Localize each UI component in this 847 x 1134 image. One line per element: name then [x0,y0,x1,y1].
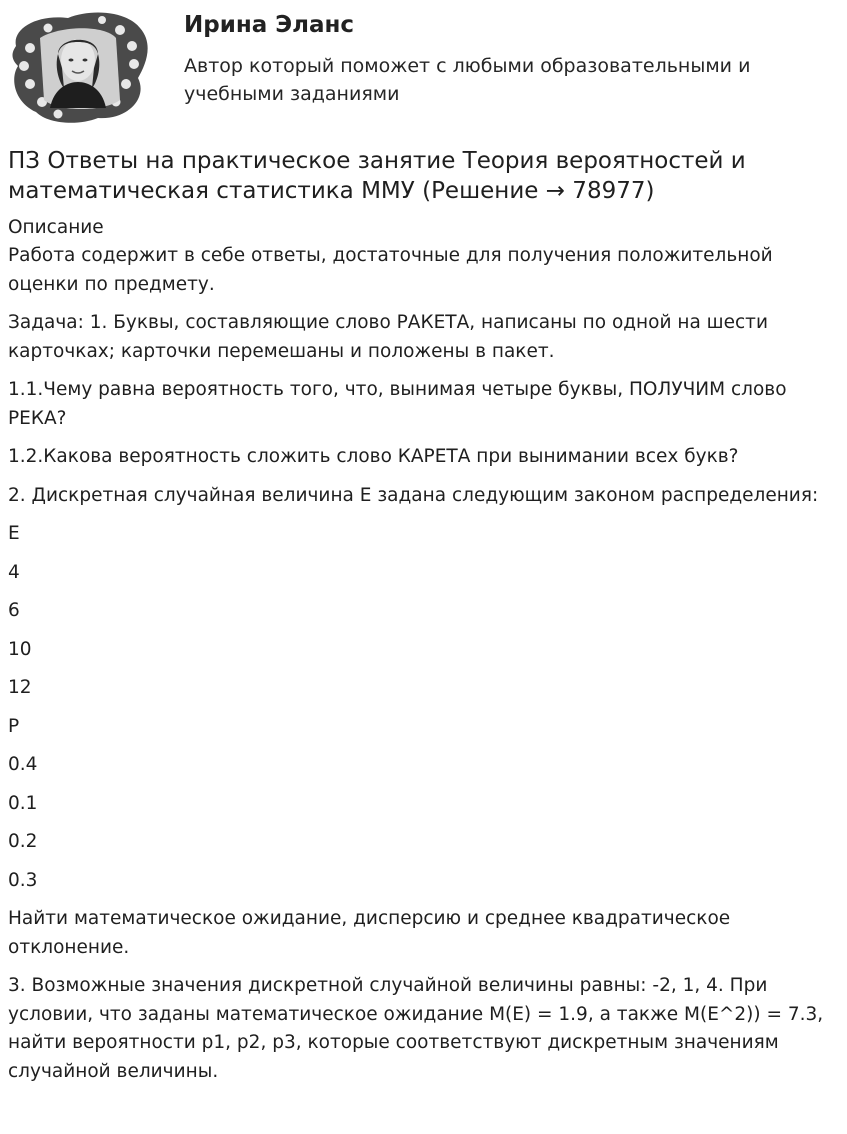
distribution-e-value: 10 [8,638,32,660]
description-label: Описание [8,217,104,238]
distribution-e-value: 4 [8,561,20,583]
distribution-table [8,520,828,895]
distribution-p-value: 0.1 [8,792,38,814]
distribution-p-value: 0.4 [8,754,38,775]
author-avatar[interactable] [8,8,150,126]
avatar-film-frame-image [8,8,150,126]
distribution-e-label: Е [8,523,20,544]
distribution-p-value: 0.3 [8,869,38,891]
question-3: 3. Возможные значения дискретной случайной величины равны: -2, 1, 4. При условии, что заданы математическое ожидание М(Е) = 1.9, а также М(Е^2)) = 7.3, найти вероятности р1, р2, р3, которые соответствуют дискретным значениям случайной величины. [8,975,824,1082]
question-2: 2. Дискретная случайная величина Е задана следующим законом распределения: [8,484,819,506]
page-title: ПЗ Ответы на практическое занятие Теория вероятностей и математическая статистика ММУ (Решение → 78977) [8,148,746,204]
document-content [8,146,828,1096]
distribution-p-label: Р [8,715,20,737]
author-name[interactable]: Ирина Эланс [184,12,355,38]
author-card [8,8,838,126]
distribution-p-value: 0.2 [8,831,38,852]
question-2-task: Найти математическое ожидание, дисперсию и среднее квадратическое отклонение. [8,908,731,958]
distribution-e-value: 12 [8,677,32,698]
author-description: Автор который поможет с любыми образовательными и учебными заданиями [184,55,751,105]
description-text: Работа содержит в себе ответы, достаточные для получения положительной оценки по предмету. [8,245,773,295]
distribution-e-value: 6 [8,600,20,621]
task-intro: Задача: 1. Буквы, составляющие слово РАКЕТА, написаны по одной на шести карточках; карточки перемешаны и положены в пакет. [8,312,768,362]
question-1-2: 1.2.Какова вероятность сложить слово КАРЕТА при вынимании всех букв? [8,446,739,467]
question-1-1: 1.1.Чему равна вероятность того, что, вынимая четыре буквы, ПОЛУЧИМ слово РЕКА? [8,379,787,429]
